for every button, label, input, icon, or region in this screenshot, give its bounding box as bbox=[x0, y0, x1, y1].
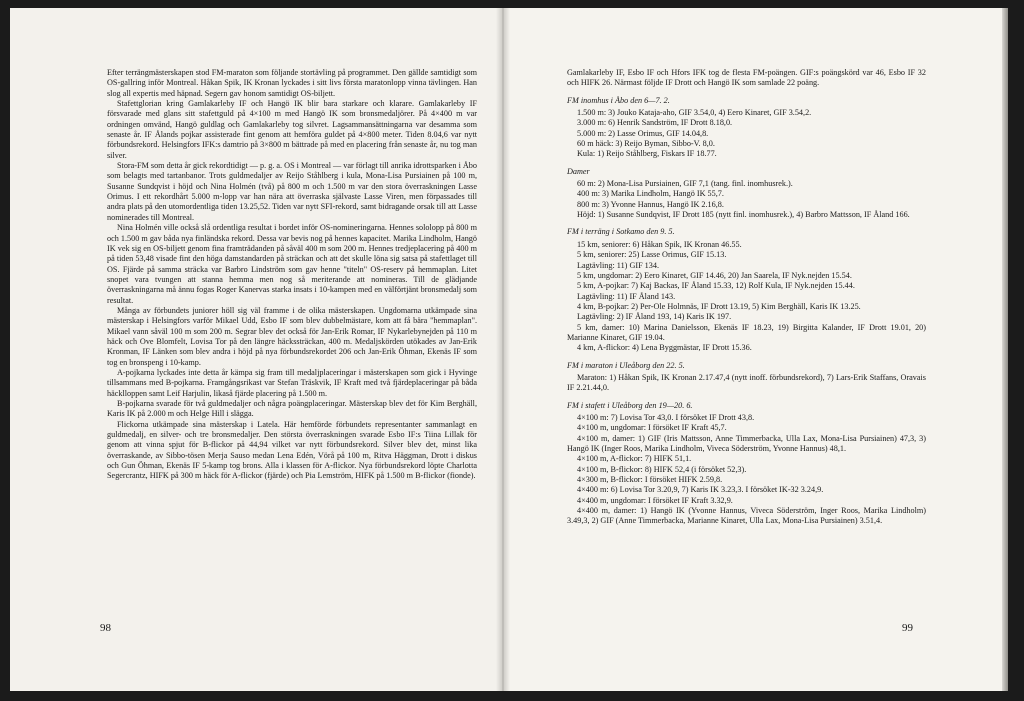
result-line: 4×100 m, ungdomar: I försöket IF Kraft 45,7. bbox=[577, 423, 727, 433]
page-edge bbox=[1002, 8, 1008, 691]
result-line: 5.000 m: 2) Lasse Orimus, GIF 14.04,8. bbox=[577, 128, 709, 138]
result-line: Höjd: 1) Susanne Sundqvist, IF Drott 185 (nytt finl. inomhusrek.), 4) Barbro Mattsson, IF Åland 166. bbox=[577, 210, 910, 220]
page-number-right: 99 bbox=[902, 622, 913, 634]
result-line: 5 km, ungdomar: 2) Eero Kinaret, GIF 14.46, 20) Jan Saarela, IF Nyk.nejden 15.54. bbox=[577, 270, 852, 280]
result-line: 4 km, A-flickor: 4) Lena Byggmästar, IF Drott 15.36. bbox=[577, 343, 752, 353]
result-line: 60 m häck: 3) Reijo Byman, Sibbo-V. 8,0. bbox=[577, 139, 715, 149]
result-line: 4×100 m, A-flickor: 7) HIFK 51,1. bbox=[577, 454, 692, 464]
result-line: 3.000 m: 6) Henrik Sandström, IF Drott 8.18,0. bbox=[577, 118, 733, 128]
section-heading: FM i stafett i Uleåborg den 19—20. 6. bbox=[567, 400, 693, 410]
result-line: 4×300 m, B-flickor: I försöket HIFK 2.59,8. bbox=[577, 475, 723, 485]
intro-paragraph: Gamlakarleby IF, Esbo IF och Hfors IFK tog de flesta FM-poängen. GIF:s poängskörd var 46, Esbo IF 32 och HIFK 26. Närmast följde IF Drott och Hangö IK som samlade 22 poäng. bbox=[567, 68, 926, 88]
section-heading: FM i terräng i Sotkamo den 9. 5. bbox=[567, 227, 675, 237]
result-line: Kula: 1) Reijo Ståhlberg, Fiskars IF 18.77. bbox=[577, 149, 717, 159]
section-heading: FM inomhus i Åbo den 6—7. 2. bbox=[567, 95, 670, 105]
paragraph: Många av förbundets juniorer höll sig väl framme i de olika mästerskapen. Ungdomarna utkämpade sina mästerskap i Helsingfors varför Mikael Udd, Esbo IF som blev dubbelmästare, kom att få bära "hemmaplan". Mikael vann såväl 100 m som 200 m. Segrar blev det också för Jan-Erik Romar, IF Nykarlebynejden på 110 m häck och Ove Blomfelt, Lovisa Tor på den längre häckssträckan, 400 m. Medaljskörden utökades av Jan-Erik Kronman, IF Länken som blev andra i höjd på nya förbundsrekordet 206 och Jan-Erik Öhman, Ekenäs IF som tog en bronspeng i 10-kamp. bbox=[107, 305, 477, 367]
result-line: Lagtävling: 11) GIF 134. bbox=[577, 260, 660, 270]
result-line: 5 km, A-pojkar: 7) Kaj Backas, IF Åland 15.33, 12) Rolf Kula, IF Nyk.nejden 15.44. bbox=[577, 281, 855, 291]
result-line: 60 m: 2) Mona-Lisa Pursiainen, GIF 7,1 (tang. finl. inomhusrek.). bbox=[577, 179, 793, 189]
paragraph: A-pojkarna lyckades inte detta år kämpa sig fram till medaljplaceringar i mästerskapen som gick i Hyvinge tillsammans med B-pojkarna. Framgångsrikast var Stefan Träskvik, IF Kraft med två fjärdeplaceringar på båda häcklloppen samt Leif Harjulin, likaså fjärde placering på 1.500 m. bbox=[107, 367, 477, 398]
paragraph: Stafettglorian kring Gamlakarleby IF och Hangö IK blir bara starkare och klarare. Gamlakarleby IF försvarade med glans sitt stafettguld på 4×100 m med Hangö IK som bronsmedaljörer. På 4×400 m var ordningen omvänd, Hangö guldlag och Gamlakarleby tog silvret. Lagsammansättningarna var desamma som senaste år. IF Ålands pojkar assisterade fint genom att hemföra guldet på 4×800 meter. Tiden 8.04,6 var nytt förbundsrekord. Helsingfors IFK:s damtrio på 3×800 m bättrade på med en placering från senaste år, nu tog man silver. bbox=[107, 99, 477, 160]
page-number-left: 98 bbox=[100, 622, 111, 634]
paragraph: Nina Holmén ville också slå ordentliga resultat i bordet inför OS-nomineringarna. Hennes sololopp på 800 m och 1.500 m gav båda nya finländska rekord. Dessa var bevis nog på hennes kapacitet. Marika Lindholm, Hangö IK vek sig en OS-biljett genom fina framträdanden på såväl 400 m som 200 m. Hennes tredjeplacering på 400 m på tiden 53,48 visade fint den höga damstandarden på sträckan och att det skulle löna sig satsa på stafettlaget till OS. Fjärde på samma sträcka var Barbro Lindström som gav henne "titeln" OS-reserv på hemmaplan. Litet snopet vara tvungen att stanna hemma men nog så meriterande att nomineras. Till de glädjande överraskningarna må ännu fogas Roger Kanervas starka insats i 10-kampen med en välförtjänt bronsmedalj som resultat. bbox=[107, 223, 477, 305]
result-line: 4 km, B-pojkar: 2) Per-Ole Holmnäs, IF Drott 13.19, 5) Kim Berghäll, Karis IK 13.25. bbox=[577, 301, 861, 311]
right-page-text bbox=[567, 68, 926, 527]
left-page-text bbox=[107, 68, 477, 482]
paragraph: Flickorna utkämpade sina mästerskap i Latela. Här hemförde förbundets representanter sammanlagt en guldmedalj, en silver- och tre bronsmedaljer. Den största överraskningen svarade Esbo IF:s Tiina Lillak för genom att vinna spjut för B-flickor på 44,94 vilket var nytt förbundsrekord. Silver blev det, minst lika överraskande, av Sibbo-tösen Merja Sauso medan Lena Edén, Vörå på 100 m, Ritva Häggman, Drott i diskus och Gun Öhman, Ekenäs IF 5-kamp tog brons. Alla i klassen för A-flickor. Nya förbundsrekord löpte Charlotta Segercrantz, HIFK på 300 m häck för A-flickor (fjärde) och Pia Lemström, HIFK på 1.500 m B-flickor (fionde). bbox=[107, 419, 477, 481]
result-line: 800 m: 3) Yvonne Hannus, Hangö IK 2.16,8. bbox=[577, 199, 724, 209]
result-line: Maraton: 1) Håkan Spik, IK Kronan 2.17.47,4 (nytt inoff. förbundsrekord), 7) Lars-Erik Staffans, Oravais IF 2.21.44,0. bbox=[567, 372, 926, 393]
result-line: 5 km, damer: 10) Marina Danielsson, Ekenäs IF 18.23, 19) Birgitta Kalander, IF Drott 19.01, 20) Marianne Kinaret, GIF 19.04. bbox=[567, 322, 926, 342]
result-line: 5 km, seniorer: 25) Lasse Orimus, GIF 15.13. bbox=[577, 250, 727, 260]
result-line: 4×400 m: 6) Lovisa Tor 3.20,9, 7) Karis IK 3.23,3. I försöket IK-32 3.24,9. bbox=[577, 485, 824, 495]
paragraph: Stora-FM som detta år gick rekordtidigt — p. g. a. OS i Montreal — var förlagt till anrika idrottsparken i Åbo som belagts med tartanbanor. Trots guldmedaljer av Reijo Ståhlberg i kula, Mona-Lisa Pursiainen på 100 m, Susanne Sundqvist i höjd och Nina Holmén (två) på 800 m och 1.500 m var den stora överraskningen Lasse Orimus. I ett rekordhårt 5.000 m-lopp var han nära att överraska självaste Lasse Viren, men förpassades till andra plats på den utomordentliga tiden 13.25,52. Tiden var nytt SFI-rekord, samt bidragande orsak till att Lasse nominerades till Montreal. bbox=[107, 161, 477, 222]
result-line: 400 m: 3) Marika Lindholm, Hangö IK 55,7. bbox=[577, 189, 724, 199]
result-line: 4×400 m, damer: 1) Hangö IK (Yvonne Hannus, Viveca Söderström, Inger Roos, Marika Lindholm) 3.49,3, 2) GIF (Anne Timmerbacka, Marianne Kinaret, Ulla Lax, Mona-Lisa Pursiainen) 3.51,4. bbox=[567, 506, 926, 526]
result-line: 4×400 m, ungdomar: I försöket IF Kraft 3.32,9. bbox=[577, 495, 733, 505]
result-line: 4×100 m: 7) Lovisa Tor 43,0. I försöket IF Drott 43,8. bbox=[577, 412, 755, 422]
book-gutter bbox=[496, 8, 510, 691]
result-line: 4×100 m, B-flickor: 8) HIFK 52,4 (i försöket 52,3). bbox=[577, 464, 747, 474]
result-line: 4×100 m, damer: 1) GIF (Iris Mattsson, Anne Timmerbacka, Ulla Lax, Mona-Lisa Pursiainen) 47,3, 3) Hangö IK (Inger Roos, Marika Lindholm, Viveca Söderström, Yvonne Hannus) 48,1. bbox=[567, 433, 926, 453]
result-line: 1.500 m: 3) Jouko Kataja-aho, GIF 3.54,0, 4) Eero Kinaret, GIF 3.54,2. bbox=[577, 108, 812, 118]
paragraph: B-pojkarna svarade för två guldmedaljer och några poängplaceringar. Mästerskap blev det för Kim Berghäll, Karis IK på 2.000 m och Helge Hill i slägga. bbox=[107, 399, 477, 419]
section-heading: Damer bbox=[567, 166, 590, 176]
result-line: Lagtävling: 2) IF Åland 193, 14) Karis IK 197. bbox=[577, 312, 732, 322]
result-line: 15 km, seniorer: 6) Håkan Spik, IK Kronan 46.55. bbox=[577, 239, 742, 249]
section-heading: FM i maraton i Uleåborg den 22. 5. bbox=[567, 360, 685, 370]
result-line: Lagtävling: 11) IF Åland 143. bbox=[577, 291, 676, 301]
paragraph: Efter terrängmästerskapen stod FM-maraton som följande stortävling på programmet. Den gällde samtidigt som OS-gallring inför Montreal. Håkan Spik, IK Kronan lyckades i sitt livs första maratonlopp vinna tävlingen. Han slog all expertis med häpnad. Segern gav honom samtidigt OS-biljett. bbox=[107, 68, 477, 98]
